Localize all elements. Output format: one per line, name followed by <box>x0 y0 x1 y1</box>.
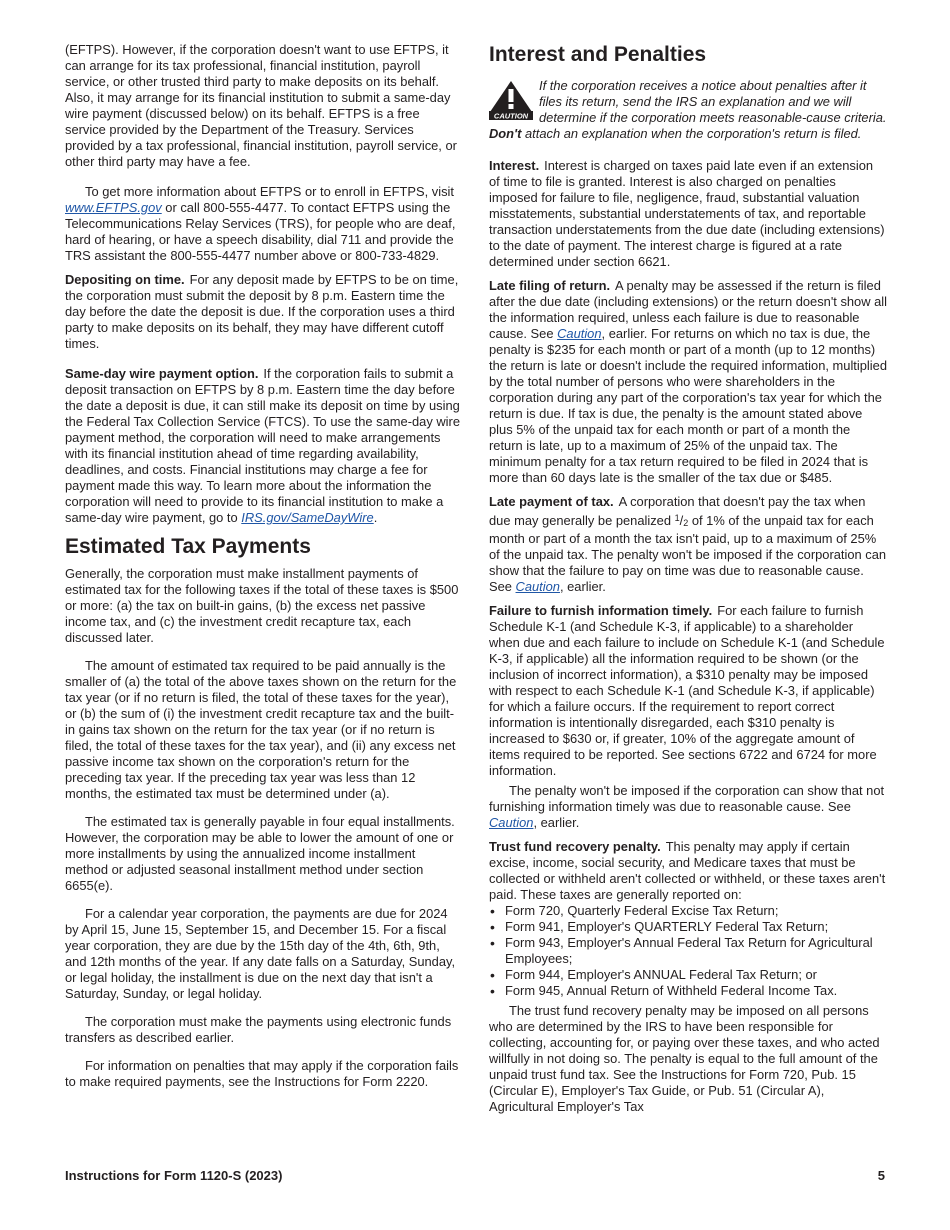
estimated-paragraph-4: For a calendar year corporation, the payments are due for 2024 by April 15, June 15, September 15, and December 15. For a fiscal year corporation, they are due by the 15th day of the 4th, 6th, 9th, and 12th months of the year. If any date falls on a Saturday, Sunday, or legal holiday, the installment is due on the next day that isn't a Saturday, Sunday, or legal holiday. <box>65 906 456 1001</box>
furnish-p2-text-1: The penalty won't be imposed if the corporation can show that not furnishing information timely was due to reasonable cause. See <box>489 783 885 814</box>
list-item: • Form 945, Annual Return of Withheld Federal Income Tax. <box>489 983 887 999</box>
estimated-paragraph-6: For information on penalties that may apply if the corporation fails to make required payments, see the Instructions for Form 2220. <box>65 1058 459 1089</box>
late-payment-text-1: A corporation that doesn't pay the tax when due may generally be penalized <box>489 494 866 528</box>
estimated-paragraph-5: The corporation must make the payments using electronic funds transfers as described earlier. <box>65 1014 452 1045</box>
caution-text <box>489 78 887 142</box>
interest-penalties-heading: Interest and Penalties <box>489 43 707 66</box>
page-number: 5 <box>877 1168 885 1183</box>
depositing-heading: Depositing on time. <box>65 272 185 287</box>
furnish-paragraph-2 <box>489 783 887 831</box>
fraction-numerator: 1 <box>674 513 680 523</box>
caution-link-1[interactable]: Caution <box>557 326 602 341</box>
same-day-wire-link[interactable]: IRS.gov/SameDayWire <box>241 510 374 525</box>
trust-fund-paragraph-2: The trust fund recovery penalty may be imposed on all persons who are determined by the IRS to have been responsible for collecting, accounting for, or paying over these taxes, and who acted willfully in not doing so. The penalty is equal to the full amount of the unpaid trust fund tax. See the Instructions for Form 720, Pub. 15 (Circular E), Employer's Tax Guide, or Pub. 51 (Circular A), Agricultural Employer's Tax <box>489 1003 880 1114</box>
wire-heading: Same-day wire payment option. <box>65 366 259 381</box>
caution-text-1: If the corporation receives a notice about penalties after it files its return, send the IRS an explanation and we will determine if the corporation meets reasonable-cause criteria. <box>539 78 887 125</box>
wire-text-end: . <box>373 510 378 525</box>
list-item: • Form 720, Quarterly Federal Excise Tax Return; <box>489 903 887 919</box>
trust-fund-forms-list <box>489 903 887 999</box>
interest-text: Interest is charged on taxes paid late even if an extension of time to file is granted. Interest is also charged on penalties imposed for failure to file, negligence, fraud, substantial valuation misstatements, substantial understatements of tax, and reportable transaction understatements from the due date (including extensions) to the date of payment. The interest charge is figured at a rate determined under section 6621. <box>489 158 885 269</box>
late-payment-text-2: of 1% of the unpaid tax for each month or part of a month the tax isn't paid, up to a maximum of 25% of the unpaid tax. The penalty won't be imposed if the corporation can show that the failure to pay on time was due to reasonable cause. See <box>489 513 887 594</box>
late-payment-text-3: , earlier. <box>559 579 606 594</box>
estimated-paragraph-1: Generally, the corporation must make installment payments of estimated tax for the following taxes if the total of these taxes is $500 or more: (a) the tax on built-in gains, (b) the excess net passive income tax, and (c) the investment credit recapture tax, each discussed later. <box>65 566 459 645</box>
interest-paragraph <box>489 158 887 270</box>
trust-fund-heading: Trust fund recovery penalty. <box>489 839 661 854</box>
left-column <box>65 42 461 1090</box>
estimated-paragraph-3: The estimated tax is generally payable in four equal installments. However, the corporation may be able to lower the amount of one or more installments by using the annualized income installment method or adjusted seasonal installment method under section 6655(e). <box>65 814 455 893</box>
list-item: • Form 943, Employer's Annual Federal Tax Return for Agricultural Employees; <box>489 935 887 967</box>
footer-title: Instructions for Form 1120-S (2023) <box>65 1168 283 1183</box>
caution-link-2[interactable]: Caution <box>515 579 560 594</box>
estimated-paragraph-2: The amount of estimated tax required to be paid annually is the smaller of (a) the total of the above taxes shown on the return for the tax year (or if no return is filed, the total of these taxes for the year), or (b) the sum of (i) the investment credit recapture tax and the built-in gains tax shown on the return for the tax year (or if no return is filed, the total of these taxes for the tax year), and (ii) any excess net passive income tax shown on the corporation's return for the preceding tax year. If the preceding tax year was less than 12 months, the estimated tax must be determined under (a). <box>65 658 457 801</box>
eftps-link[interactable]: www.EFTPS.gov <box>65 200 162 215</box>
eftps-info-text: To get more information about EFTPS or to enroll in EFTPS, visit <box>85 184 454 199</box>
fraction-denominator: 2 <box>683 518 689 528</box>
trust-fund-paragraph <box>489 839 887 903</box>
late-payment-paragraph: Late payment of tax. A corporation that doesn't pay the tax when due may generally be penalized $^1$/2 of 1% of the unpaid tax for each month or part of a month the tax isn't paid, up to a maximum of 25% of the unpaid tax. The penalty won't be imposed if the corporation can show that the failure to pay on time was due to reasonable cause. See Caution, earlier. <box>489 494 887 594</box>
wire-paragraph <box>65 366 461 526</box>
caution-label: CAUTION <box>493 111 529 120</box>
list-item: • Form 941, Employer's QUARTERLY Federal Tax Return; <box>489 919 887 935</box>
wire-text: If the corporation fails to submit a deposit transaction on EFTPS by 8 p.m. Eastern time the day before the date a deposit is due, it can still make its deposit on time by using the Federal Tax Collection Service (FTCS). To use the same-day wire payment method, the corporation will need to make arrangements with its financial institution ahead of time regarding availability, deadlines, and costs. Financial institutions may charge a fee for payment made this way. To learn more about the information the corporation will need to provide to its financial institution to make a same-day wire payment, go to <box>65 366 460 525</box>
depositing-text: For any deposit made by EFTPS to be on time, the corporation must submit the deposit by 8 p.m. Eastern time the day before the date the deposit is due. If the corporation uses a third party to make deposits on its behalf, they may have different cutoff times. <box>65 272 459 351</box>
late-filing-heading: Late filing of return. <box>489 278 611 293</box>
furnish-text: For each failure to furnish Schedule K-1 (and Schedule K-3, if applicable) to a shareholder when due and each failure to include on Schedule K-1 (and Schedule K-3, if applicable) all the information required to be shown (or the inclusion of incorrect information), a $310 penalty may be imposed with respect to each Schedule K-1 (and Schedule K-3, if applicable) for which a failure occurs. If the requirement to report correct information is intentionally disregarded, each $310 penalty is increased to $630 or, if greater, 10% of the aggregate amount of items required to be reported. See sections 6722 and 6724 for more information. <box>489 603 885 778</box>
caution-link-3[interactable]: Caution <box>489 815 534 830</box>
eftps-info-paragraph <box>65 184 461 264</box>
depositing-paragraph <box>65 272 461 352</box>
furnish-heading: Failure to furnish information timely. <box>489 603 713 618</box>
trust-fund-text: This penalty may apply if certain excise, income, social security, and Medicare taxes that must be collected or withheld aren't collected or withheld, or these taxes aren't paid. These taxes are generally reported on: <box>489 839 886 902</box>
caution-text-2: attach an explanation when the corporation's return is filed. <box>521 126 862 141</box>
interest-heading: Interest. <box>489 158 540 173</box>
right-column <box>489 42 887 1115</box>
eftps-info-text-end: or call 800-555-4477. To contact EFTPS using the Telecommunications Relay Services (TRS), for people who are deaf, hard of hearing, or have a speech disability, dial 711 and provide the TRS assistant the 800-555-4477 number above or 800-733-4829. <box>65 200 456 263</box>
late-filing-paragraph <box>489 278 887 486</box>
eftps-paragraph: (EFTPS). However, if the corporation doesn't want to use EFTPS, it can arrange for its tax professional, financial institution, payroll service, or other trusted third party to make deposits on its behalf. Also, it may arrange for its financial institution to submit a same-day wire payment (discussed below) on its behalf. EFTPS is a free service provided by the Department of the Treasury. Services provided by a tax professional, financial institution, payroll service, or other third party may have a fee. <box>65 42 457 169</box>
furnish-paragraph <box>489 603 887 779</box>
caution-box <box>489 78 887 142</box>
furnish-p2-text-2: , earlier. <box>533 815 580 830</box>
late-filing-text-2: , earlier. For returns on which no tax is due, the penalty is $235 for each month or part of a month (up to 12 months) the return is late or doesn't include the required information, multiplied by the total number of persons who were shareholders in the corporation during any part of the corporation's tax year for which the return is due. If tax is due, the penalty is the amount stated above plus 5% of the unpaid tax for each month or part of a month the return is late, up to a maximum of 25% of the unpaid tax. The minimum penalty for a tax return required to be filed in 2024 that is more than 60 days late is the smaller of the tax due or $485. <box>489 326 887 485</box>
late-filing-text-1: A penalty may be assessed if the return is filed after the due date (including extensions) or the return doesn't show all the information required, unless each failure is due to reasonable cause. See <box>489 278 888 341</box>
late-payment-heading: Late payment of tax. <box>489 494 614 509</box>
page-footer <box>65 1168 885 1184</box>
caution-icon <box>489 80 533 120</box>
list-item: • Form 944, Employer's ANNUAL Federal Tax Return; or <box>489 967 887 983</box>
estimated-tax-heading: Estimated Tax Payments <box>65 535 311 558</box>
caution-bold: Don't <box>489 126 522 141</box>
